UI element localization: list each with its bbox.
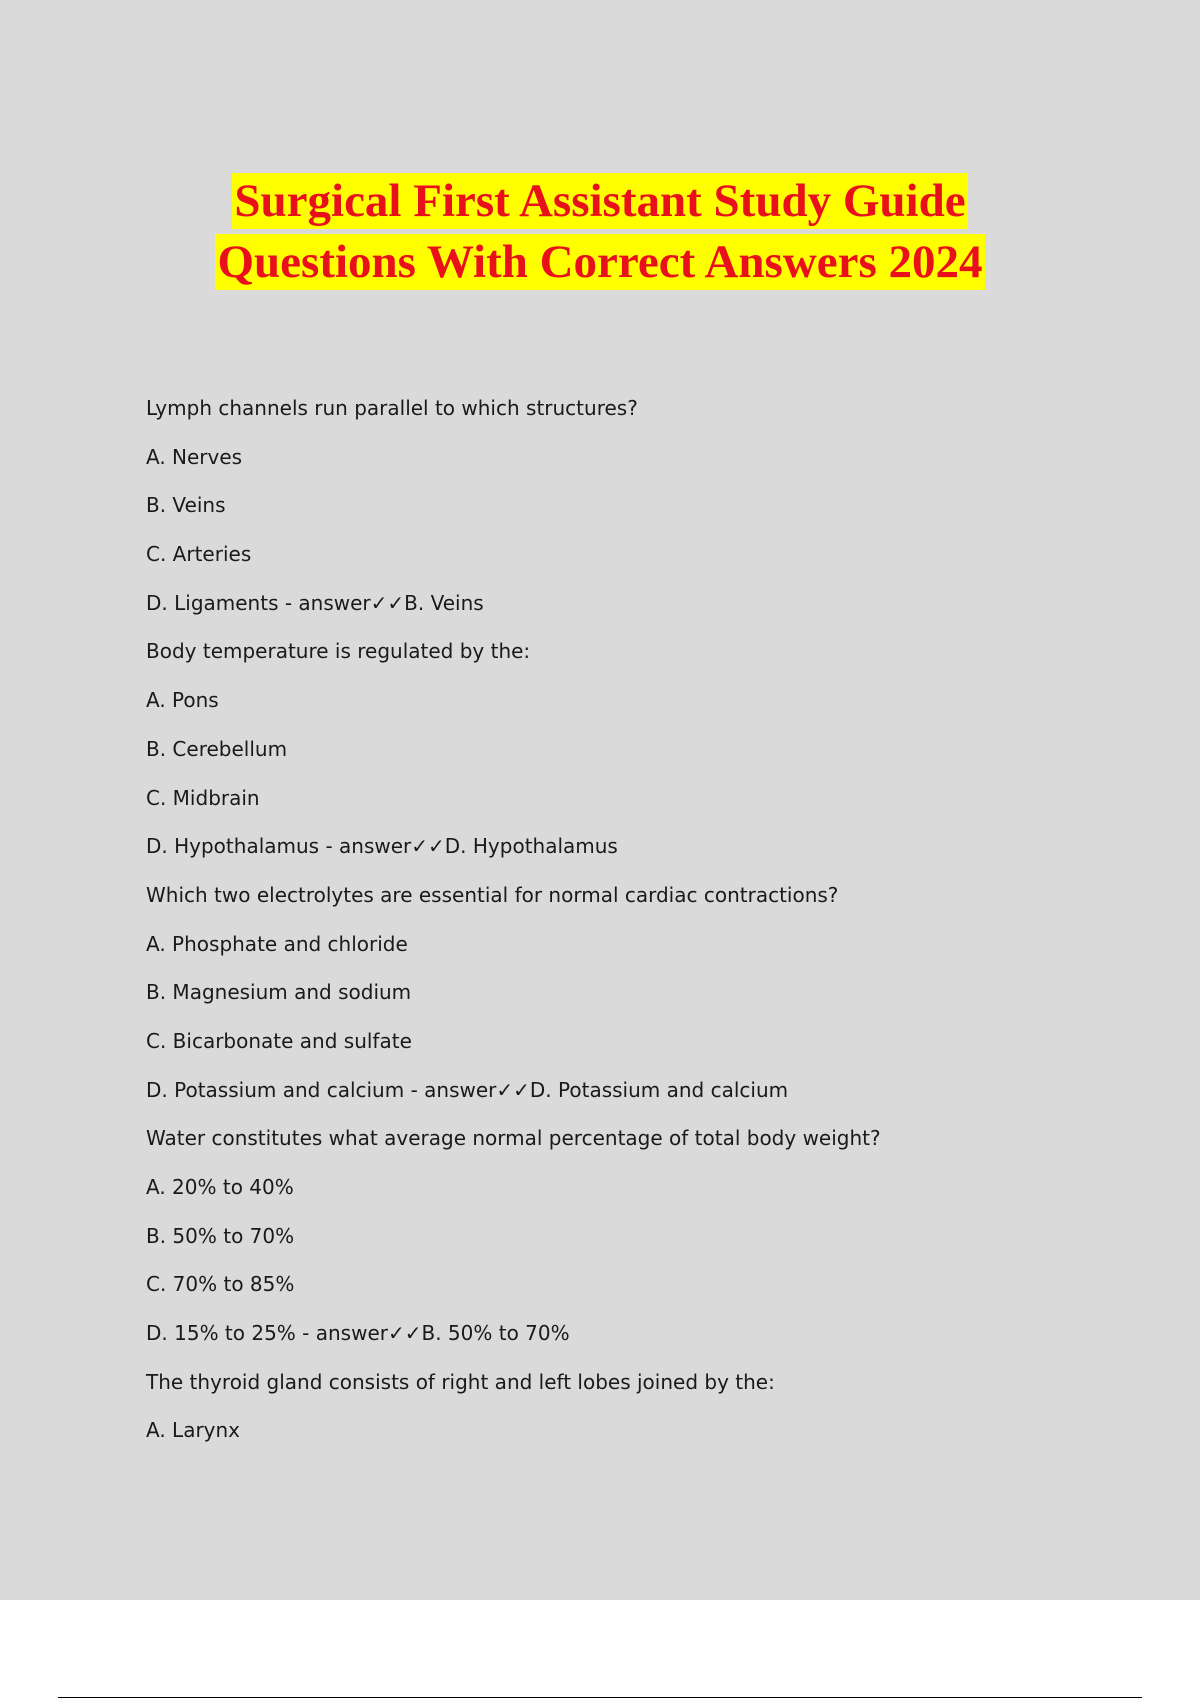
answer-option: A. Pons — [146, 688, 219, 713]
document-title — [0, 170, 1200, 292]
answer-option-with-key: D. Ligaments - answer✓✓B. Veins — [146, 590, 484, 615]
answer-option: A. 20% to 40% — [146, 1175, 294, 1199]
question-text: Body temperature is regulated by the: — [146, 639, 531, 664]
question-text: The thyroid gland consists of right and left lobes joined by the: — [146, 1369, 775, 1394]
answer-option: B. 50% to 70% — [146, 1223, 295, 1248]
footer-divider — [58, 1697, 1142, 1698]
answer-option: A. Phosphate and chloride — [146, 931, 408, 956]
answer-option-with-key: D. Hypothalamus - answer✓✓D. Hypothalamus — [146, 834, 618, 859]
answer-option: A. Nerves — [146, 444, 243, 469]
title-line-2: Questions With Correct Answers 2024 — [217, 236, 983, 288]
answer-option: C. Midbrain — [146, 785, 260, 810]
question-text: Which two electrolytes are essential for normal cardiac contractions? — [146, 882, 839, 907]
question-text: Water constitutes what average normal percentage of total body weight? — [146, 1126, 881, 1151]
answer-option: B. Cerebellum — [146, 736, 288, 761]
answer-option-with-key: D. 15% to 25% - answer✓✓B. 50% to 70% — [146, 1321, 570, 1346]
title-line-1: Surgical First Assistant Study Guide — [234, 175, 966, 227]
question-list — [146, 390, 1106, 1461]
answer-option: C. 70% to 85% — [146, 1272, 295, 1297]
question-text: Lymph channels run parallel to which structures? — [146, 396, 638, 420]
answer-option: C. Bicarbonate and sulfate — [146, 1028, 412, 1053]
answer-option-with-key: D. Potassium and calcium - answer✓✓D. Potassium and calcium — [146, 1077, 789, 1102]
answer-option: A. Larynx — [146, 1418, 241, 1443]
answer-option: C. Arteries — [146, 542, 252, 567]
answer-option: B. Magnesium and sodium — [146, 980, 412, 1005]
answer-option: B. Veins — [146, 493, 226, 518]
